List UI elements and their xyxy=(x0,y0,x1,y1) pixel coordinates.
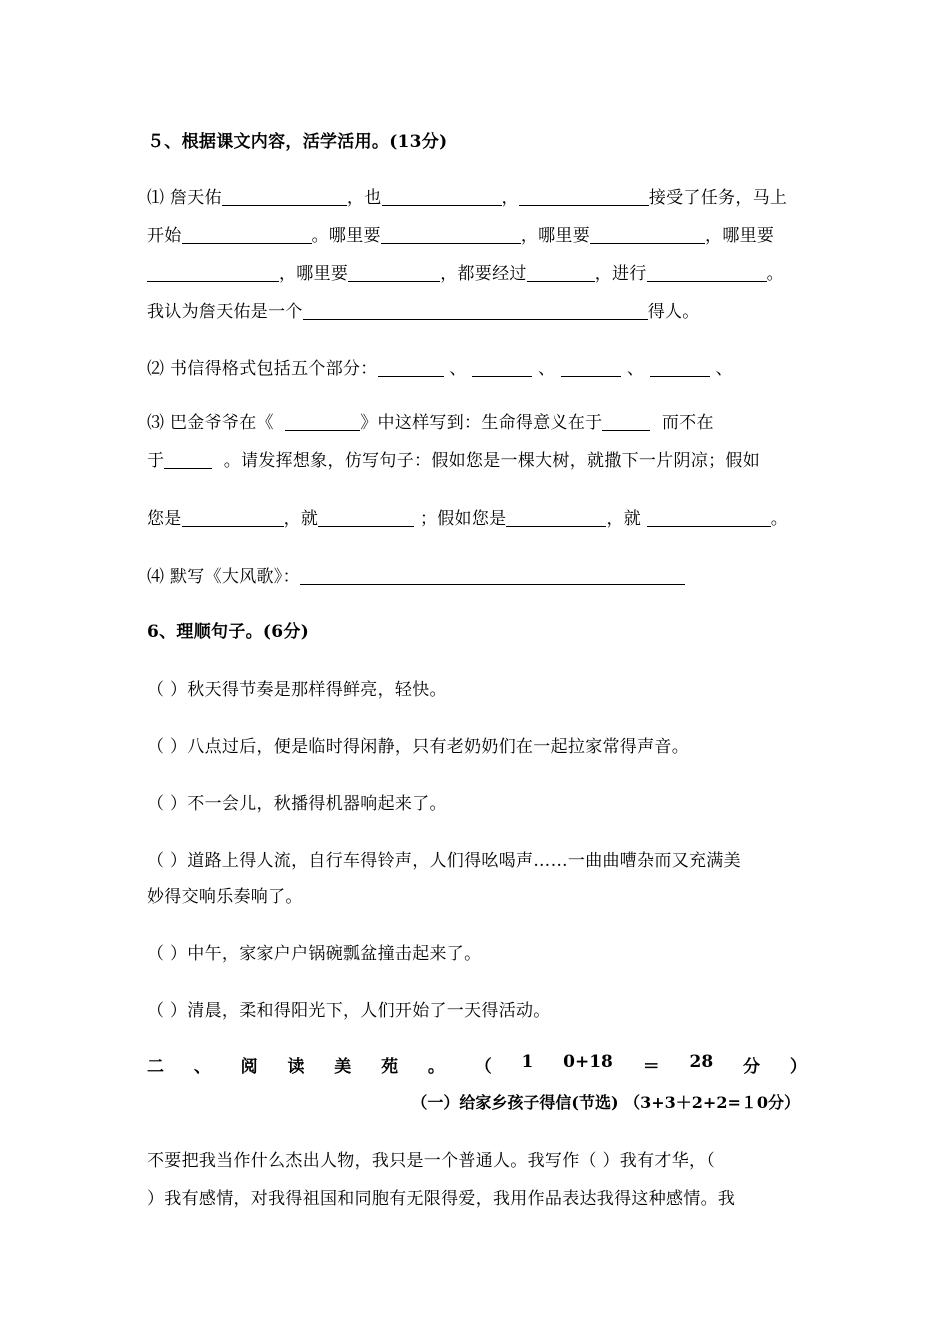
text: 您是 xyxy=(147,509,182,529)
fill-blank[interactable] xyxy=(318,510,414,527)
q5-p1-line4 xyxy=(147,297,700,322)
text: ，哪里要 xyxy=(705,226,775,246)
text: 。请发挥想象，仿写句子：假如您是一棵大树，就撒下一片阴凉；假如 xyxy=(223,451,761,471)
text: 而不在 xyxy=(661,413,714,433)
heading-char: 、 xyxy=(193,1057,211,1077)
fill-blank[interactable] xyxy=(650,360,710,377)
fill-blank[interactable] xyxy=(222,189,347,206)
text: ；假如您是 xyxy=(419,509,507,529)
fill-blank[interactable] xyxy=(182,227,312,244)
heading-char: （ xyxy=(474,1057,492,1077)
heading-char: 28 xyxy=(689,1052,714,1072)
text: ，哪里要 xyxy=(279,264,349,284)
fill-blank[interactable] xyxy=(506,510,606,527)
heading-char: ） xyxy=(789,1057,807,1077)
heading-char: 0+18 xyxy=(563,1052,613,1072)
text: 于 xyxy=(147,451,165,471)
heading-char: 二 xyxy=(147,1057,164,1077)
fill-blank[interactable] xyxy=(382,189,502,206)
text: 。 xyxy=(766,264,784,284)
q5-p1-line3 xyxy=(147,259,784,284)
fill-blank[interactable] xyxy=(472,360,532,377)
text: 得人。 xyxy=(647,302,700,322)
fill-blank[interactable] xyxy=(647,265,767,282)
fill-blank[interactable] xyxy=(527,265,595,282)
heading-char: 分 xyxy=(743,1057,760,1077)
fill-blank[interactable] xyxy=(602,414,650,431)
q6-item: （ ）秋天得节奏是那样得鲜亮，轻快。 xyxy=(147,680,447,700)
text: 我认为詹天佑是一个 xyxy=(147,302,303,322)
q6-item: （ ）八点过后，便是临时得闲静，只有老奶奶们在一起拉家常得声音。 xyxy=(147,737,690,757)
q5-p1-line1 xyxy=(147,183,787,208)
text: ，哪里要 xyxy=(520,226,591,246)
fill-blank[interactable] xyxy=(381,227,521,244)
separator: 、 xyxy=(449,359,467,379)
q6-item-cont: 妙得交响乐奏响了。 xyxy=(147,887,303,907)
q5-p2 xyxy=(147,354,733,379)
text: ，也 xyxy=(346,188,382,208)
text: 开始 xyxy=(147,226,182,246)
fill-blank[interactable] xyxy=(561,360,621,377)
fill-blank[interactable] xyxy=(303,303,648,320)
section2-heading xyxy=(147,1052,807,1077)
text: 。哪里要 xyxy=(311,226,381,246)
heading-char: 1 xyxy=(521,1052,534,1072)
fill-blank[interactable] xyxy=(147,265,279,282)
text: 接受了任务，马上 xyxy=(648,188,788,208)
q5-p3-line2 xyxy=(147,446,760,471)
fill-blank[interactable] xyxy=(378,360,444,377)
text: ，就 xyxy=(606,509,642,529)
q6-item: （ ）中午，家家户户锅碗瓢盆撞击起来了。 xyxy=(147,944,482,964)
separator: 、 xyxy=(538,359,556,379)
q6-title: 6、理顺句子。(6分) xyxy=(147,622,310,642)
heading-char: 读 xyxy=(287,1057,305,1077)
q5-p1-line2 xyxy=(147,221,774,246)
q6-item: （ ）不一会儿，秋播得机器响起来了。 xyxy=(147,794,447,814)
q6-item: （ ）清晨，柔和得阳光下，人们开始了一天得活动。 xyxy=(147,1001,551,1021)
text: 》中这样写到：生命得意义在于 xyxy=(360,413,603,433)
passage-line: 不要把我当作什么杰出人物，我只是一个普通人。我写作（ ）我有才华，（ xyxy=(147,1151,716,1171)
text: ⑶ 巴金爷爷在《 xyxy=(147,413,274,433)
q5-title: ５、根据课文内容，活学活用。(13分) xyxy=(147,132,448,152)
text: ⑵ 书信得格式包括五个部分： xyxy=(147,359,378,379)
text: ⑷ 默写《大风歌》： xyxy=(147,567,300,587)
text: 。 xyxy=(770,509,789,529)
q5-p3-line3 xyxy=(147,504,788,529)
heading-char: 阅 xyxy=(240,1057,258,1077)
passage-line: ）我有感情，对我得祖国和同胞有无限得爱，我用作品表达我得这种感情。我 xyxy=(147,1189,736,1209)
fill-blank[interactable] xyxy=(647,510,771,527)
fill-blank[interactable] xyxy=(590,227,705,244)
heading-char: ＝ xyxy=(642,1057,660,1077)
text: ，就 xyxy=(283,509,319,529)
q5-p3-line1 xyxy=(147,408,714,433)
heading-char: 苑 xyxy=(381,1057,399,1077)
separator: 、 xyxy=(626,359,645,379)
fill-blank[interactable] xyxy=(348,265,440,282)
fill-blank[interactable] xyxy=(182,510,284,527)
heading-char: 。 xyxy=(427,1057,445,1077)
heading-char: 美 xyxy=(334,1057,352,1077)
fill-blank[interactable] xyxy=(164,452,212,469)
text: ，都要经过 xyxy=(440,264,527,284)
q6-item: （ ）道路上得人流，自行车得铃声，人们得吆喝声……一曲曲嘈杂而又充满美 xyxy=(147,851,741,871)
text: ⑴ 詹天佑 xyxy=(147,188,222,208)
fill-blank[interactable] xyxy=(519,189,649,206)
text: ，进行 xyxy=(594,264,647,284)
fill-blank[interactable] xyxy=(285,414,360,431)
text: ， xyxy=(501,188,519,208)
q5-p4 xyxy=(147,562,685,587)
separator: 、 xyxy=(715,359,733,379)
fill-blank[interactable] xyxy=(300,568,685,585)
section2-subheading: （一）给家乡孩子得信(节选) （3+3＋2+2=１0分） xyxy=(411,1093,800,1112)
